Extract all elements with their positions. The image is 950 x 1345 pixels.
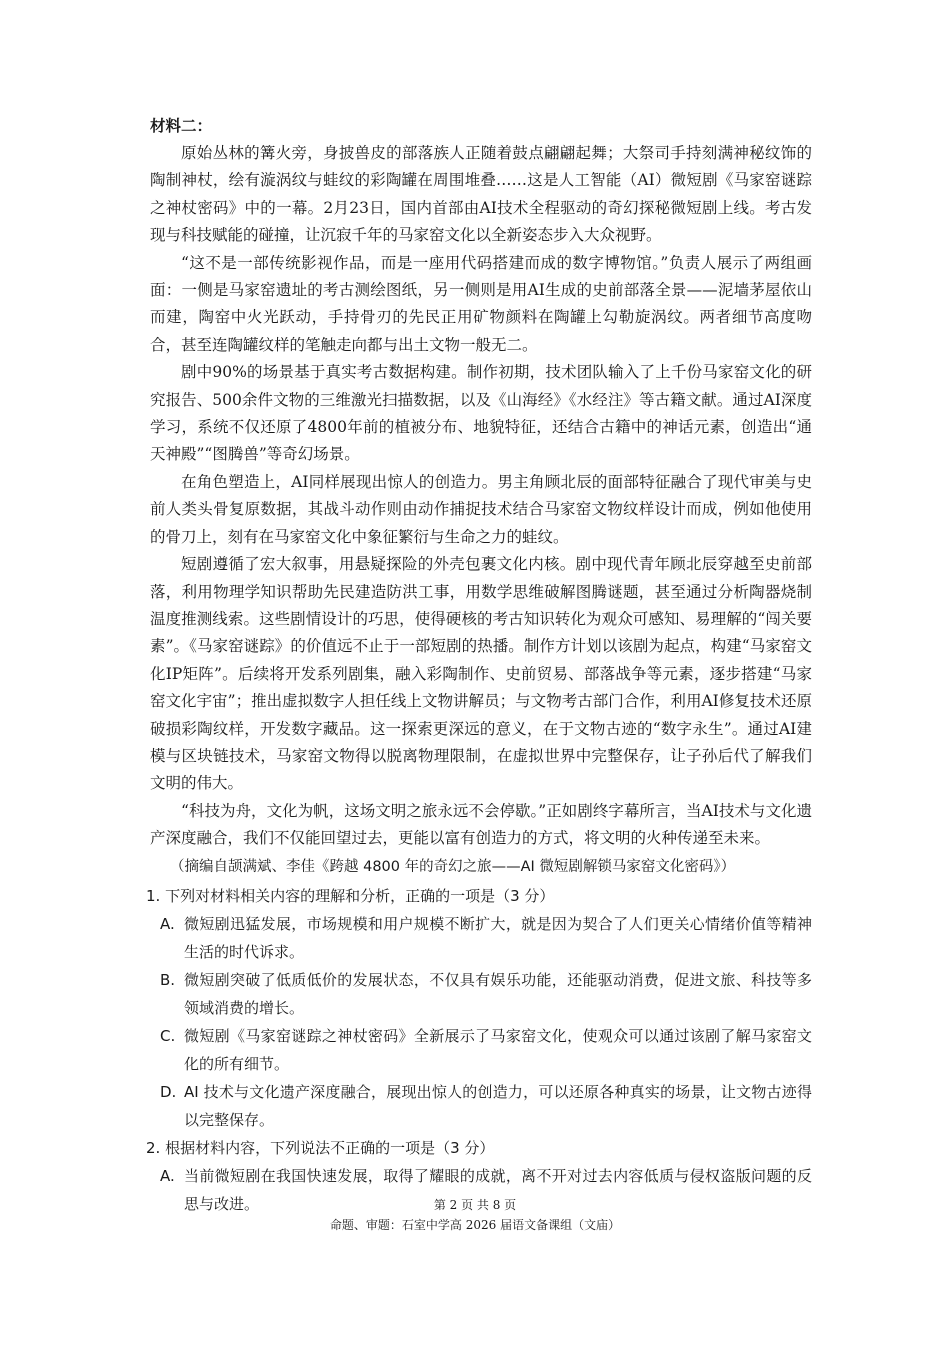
- paragraph: “这不是一部传统影视作品，而是一座用代码搭建而成的数字博物馆。”负责人展示了两组画面：一侧是马家窑遗址的考古测绘图纸，另一侧则是用AI生成的史前部落全景——泥墙茅屋依山而建，陶窑中火光跃动，手持骨刃的先民正用矿物颜料在陶罐上勾勒旋涡纹。两者细节高度吻合，甚至连陶罐纹样的笔触走向都与出土文物一般无二。: [150, 253, 812, 354]
- paragraph: 在角色塑造上，AI同样展现出惊人的创造力。男主角顾北辰的面部特征融合了现代审美与史前人类头骨复原数据，其战斗动作则由动作捕捉技术结合马家窑文物纹样设计而成，例如他使用的骨刀上，刻有在马家窑文化中象征繁衍与生命之力的蛙纹。: [150, 472, 812, 546]
- page-number: 第 2 页 共 8 页: [433, 1198, 517, 1212]
- option-text: 微短剧迅猛发展，市场规模和用户规模不断扩大，就是因为契合了人们更关心情绪价值等精神生活的时代诉求。: [184, 915, 812, 961]
- option-text: 微短剧《马家窑谜踪之神杖密码》全新展示了马家窑文化，使观众可以通过该剧了解马家窑文化的所有细节。: [184, 1027, 812, 1073]
- question-stem: 1. 下列对材料相关内容的理解和分析，正确的一项是（3 分）: [146, 887, 555, 905]
- material-two: [150, 112, 812, 881]
- option-letter: D.: [160, 1083, 177, 1101]
- source-citation: （摘编自颉满斌、李佳《跨越 4800 年的奇幻之旅——AI 微短剧解锁马家窑文化密码》）: [170, 858, 736, 875]
- paragraph: “科技为舟，文化为帆，这场文明之旅永远不会停歇。”正如剧终字幕所言，当AI技术与文化遗产深度融合，我们不仅能回望过去，更能以富有创造力的方式，将文明的火种传递至未来。: [150, 801, 812, 848]
- option-text: 当前微短剧在我国快速发展，取得了耀眼的成就，离不开对过去内容低质与侵权盗版问题的反思与改进。: [184, 1167, 812, 1213]
- question-1: [146, 882, 812, 1134]
- option-text: AI 技术与文化遗产深度融合，展现出惊人的创造力，可以还原各种真实的场景，让文物古迹得以完整保存。: [184, 1083, 812, 1129]
- footer-credit: 命题、审题：石室中学高 2026 届语文备课组（文庙）: [329, 1218, 621, 1232]
- option-letter: A.: [160, 915, 175, 933]
- questions-section: [146, 882, 812, 1218]
- material-heading: 材料二：: [150, 116, 213, 135]
- option-letter: A.: [160, 1167, 175, 1185]
- paragraph: 剧中90%的场景基于真实考古数据构建。制作初期，技术团队输入了上千份马家窑文化的研究报告、500余件文物的三维激光扫描数据，以及《山海经》《水经注》等古籍文献。通过AI深度学习，系统不仅还原了4800年前的植被分布、地貌特征，还结合古籍中的神话元素，创造出“通天神殿”“图腾兽”等奇幻场景。: [150, 363, 812, 464]
- option-letter: B.: [160, 971, 176, 989]
- option-c: [146, 1022, 812, 1078]
- option-b: [146, 966, 812, 1022]
- option-letter: C.: [160, 1027, 176, 1045]
- option-text: 微短剧突破了低质低价的发展状态，不仅具有娱乐功能，还能驱动消费，促进文旅、科技等多领域消费的增长。: [184, 971, 812, 1017]
- paragraph: 原始丛林的篝火旁，身披兽皮的部落族人正随着鼓点翩翩起舞；大祭司手持刻满神秘纹饰的陶制神杖，绘有漩涡纹与蛙纹的彩陶罐在周围堆叠……这是人工智能（AI）微短剧《马家窑谜踪之神杖密码》中的一幕。2月23日，国内首部由AI技术全程驱动的奇幻探秘微短剧上线。考古发现与科技赋能的碰撞，让沉寂千年的马家窑文化以全新姿态步入大众视野。: [150, 144, 812, 245]
- paragraph: 短剧遵循了宏大叙事，用悬疑探险的外壳包裹文化内核。剧中现代青年顾北辰穿越至史前部落，利用物理学知识帮助先民建造防洪工事，用数学思维破解图腾谜题，甚至通过分析陶器烧制温度推测线索。这些剧情设计的巧思，使得硬核的考古知识转化为观众可感知、易理解的“闯关要素”。《马家窑谜踪》的价值远不止于一部短剧的热播。制作方计划以该剧为起点，构建“马家窑文化IP矩阵”。后续将开发系列剧集，融入彩陶制作、史前贸易、部落战争等元素，逐步搭建“马家窑文化宇宙”；推出虚拟数字人担任线上文物讲解员；与文物考古部门合作，利用AI修复技术还原破损彩陶纹样，开发数字藏品。这一探索更深远的意义，在于文物古迹的“数字永生”。通过AI建模与区块链技术，马家窑文物得以脱离物理限制，在虚拟世界中完整保存，让子孙后代了解我们文明的伟大。: [150, 555, 812, 793]
- option-a: [146, 910, 812, 966]
- option-d: [146, 1078, 812, 1134]
- question-stem: 2. 根据材料内容，下列说法不正确的一项是（3 分）: [146, 1139, 495, 1157]
